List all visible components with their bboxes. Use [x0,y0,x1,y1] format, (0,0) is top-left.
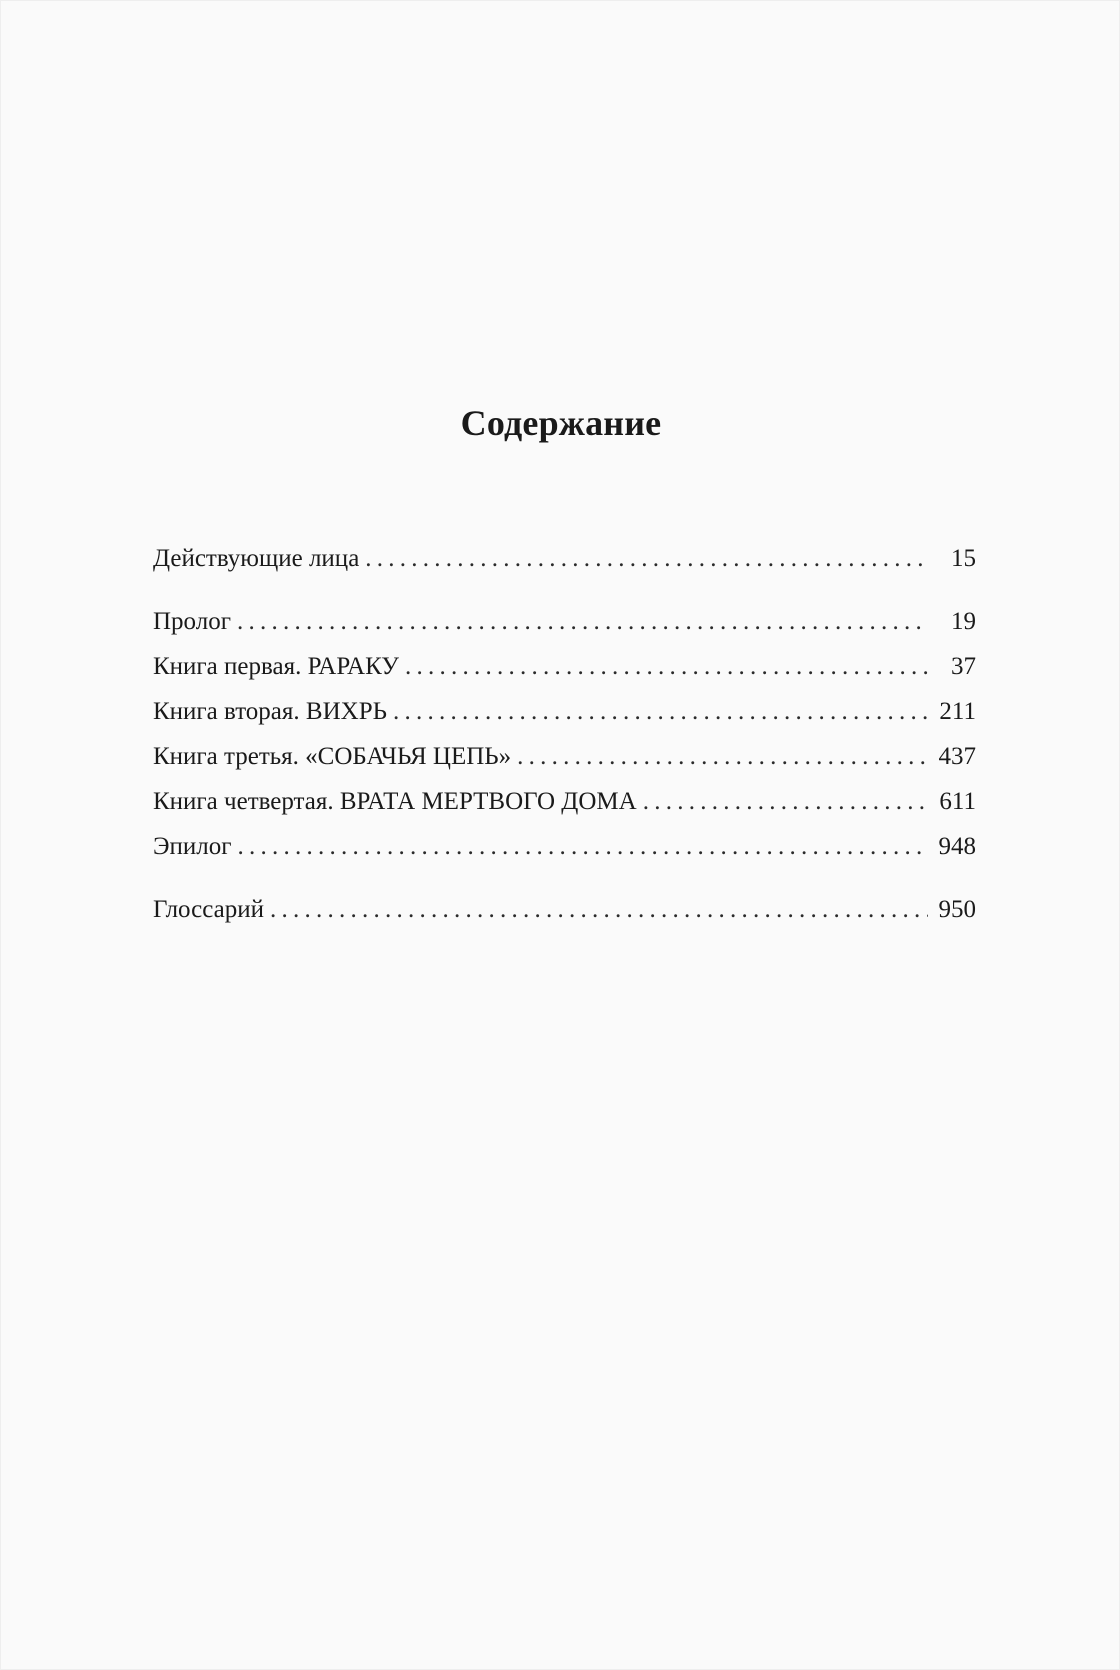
dot-leader [643,779,928,824]
toc-entry-characters [153,536,976,581]
toc-page-number: 211 [939,698,976,725]
toc-page-number: 37 [951,653,976,680]
toc-page-number: 437 [938,743,976,770]
dot-leader [237,599,928,644]
dot-leader [238,824,929,869]
toc-entry-label: Действующие лица [153,545,360,572]
dot-leader [365,536,928,581]
toc-entry-label: Книга третья. «СОБАЧЬЯ ЦЕПЬ» [153,743,512,770]
toc-page-number: 950 [938,896,976,923]
toc-entry-label: Пролог [153,608,231,635]
toc-entry-glossary [153,887,976,932]
toc-entry-book-four [153,779,976,824]
toc-entry-epilogue [153,824,976,869]
dot-leader [405,644,928,689]
toc-entry-prologue [153,599,976,644]
toc-page-number: 19 [951,608,976,635]
toc-entry-book-three [153,734,976,779]
toc-entry-book-two [153,689,976,734]
dot-leader [270,887,928,932]
toc-page-number: 15 [951,545,976,572]
toc-entry-label: Глоссарий [153,896,265,923]
toc-page-number: 948 [938,833,976,860]
toc-entry-book-one [153,644,976,689]
toc-entry-label: Книга вторая. ВИХРЬ [153,698,387,725]
table-of-contents [153,536,976,932]
dot-leader [517,734,928,779]
toc-entry-label: Книга четвертая. ВРАТА МЕРТВОГО ДОМА [153,788,637,815]
dot-leader [393,689,928,734]
toc-page-number: 611 [939,788,976,815]
toc-entry-label: Книга первая. РАРАКУ [153,653,399,680]
toc-entry-label: Эпилог [153,833,232,860]
page-title: Содержание [460,403,662,443]
